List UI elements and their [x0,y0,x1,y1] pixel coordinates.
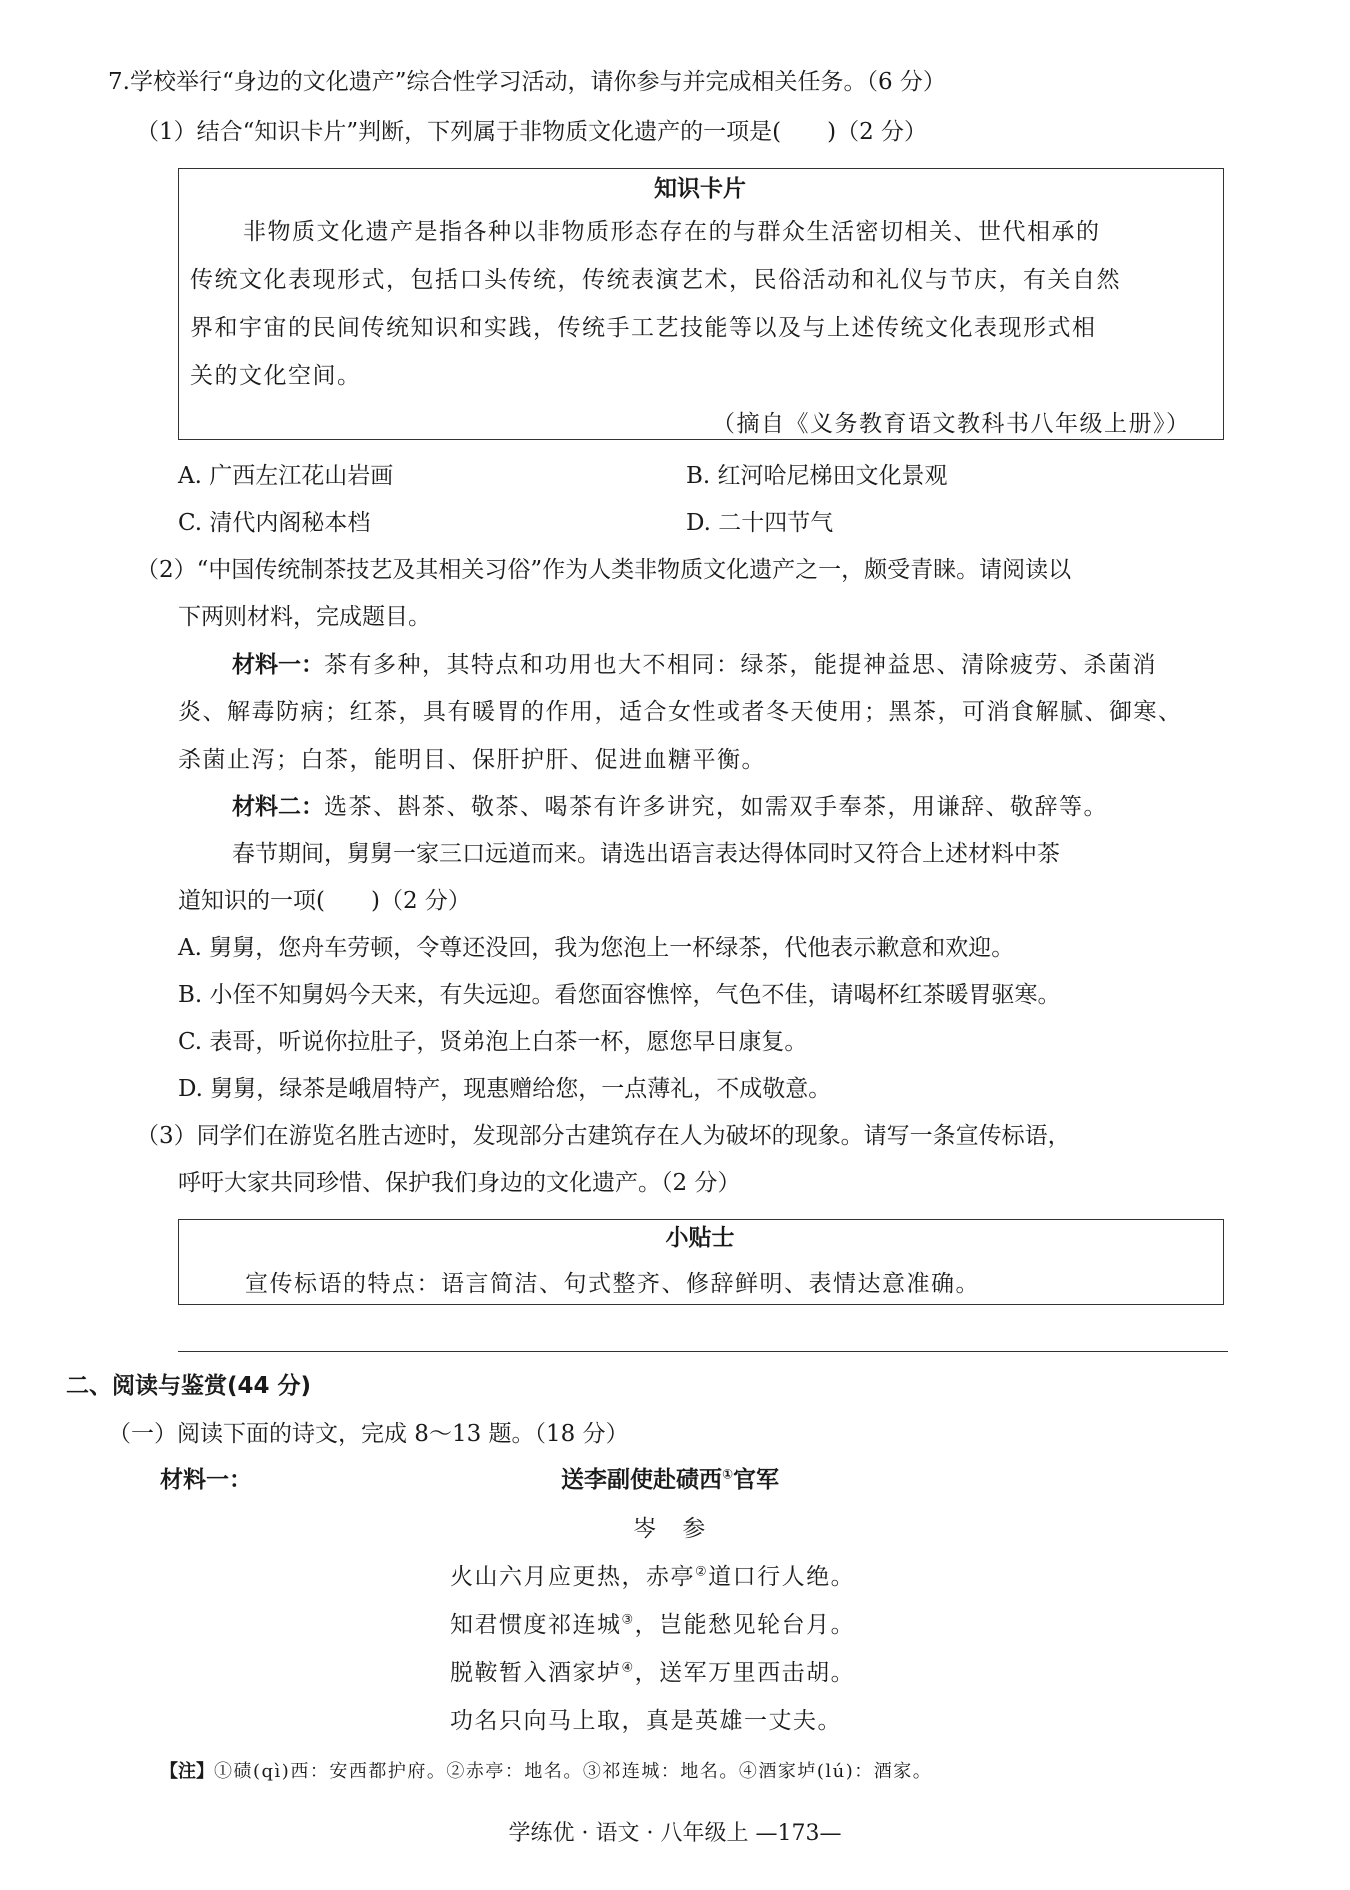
section-divider [178,1351,1228,1352]
material1-line3: 杀菌止泻；白茶，能明目、保肝护肝、促进血糖平衡。 [178,747,766,773]
section2-part1: （一）阅读下面的诗文，完成 8～13 题。（18 分） [108,1421,629,1447]
poem-line-3: 脱鞍暂入酒家垆④，送军万里西击胡。 [450,1660,856,1686]
q7-2-option-c: C. 表哥，听说你拉肚子，贤弟泡上白茶一杯，愿您早日康复。 [178,1029,808,1055]
q7-1-stem: （1）结合“知识卡片”判断，下列属于非物质文化遗产的一项是( )（2 分） [136,119,928,145]
section2-title: 二、阅读与鉴赏(44 分) [66,1373,312,1399]
q7-1-option-a: A. 广西左江花山岩画 [178,463,394,489]
poem-line-2: 知君惯度祁连城③，岂能愁见轮台月。 [450,1612,856,1638]
material-label: 材料一： [160,1467,252,1493]
material1-label: 材料一： [232,652,324,678]
q7-2-option-d: D. 舅舅，绿茶是峨眉特产，现惠赠给您，一点薄礼，不成敬意。 [178,1076,832,1102]
card-line-2: 传统文化表现形式，包括口头传统，传统表演艺术，民俗活动和礼仪与节庆，有关自然 [190,267,1121,293]
page-footer: 学练优 · 语文 · 八年级上 —173— [508,1821,842,1846]
card-line-4: 关的文化空间。 [190,363,362,389]
material1-line1: 材料一：茶有多种，其特点和功用也大不相同：绿茶，能提神益思、清除疲劳、杀菌消 [232,652,1157,678]
card-line-1: 非物质文化遗产是指各种以非物质形态存在的与群众生活密切相关、世代相承的 [243,219,1101,245]
q7-3-stem-line1: （3）同学们在游览名胜古迹时，发现部分古建筑存在人为破坏的现象。请写一条宣传标语， [136,1123,1071,1149]
tips-text: 宣传标语的特点：语言简洁、句式整齐、修辞鲜明、表情达意准确。 [245,1271,980,1297]
q7-2-stem-line1: （2）“中国传统制茶技艺及其相关习俗”作为人类非物质文化遗产之一，颇受青睐。请阅读以 [136,557,1072,583]
q7-1-option-d: D. 二十四节气 [686,510,834,536]
material2-label: 材料二： [232,794,324,820]
knowledge-card [178,168,1224,440]
q7-2-option-a: A. 舅舅，您舟车劳顿，令尊还没回，我为您泡上一杯绿茶，代他表示歉意和欢迎。 [178,935,1015,961]
poem-line-4: 功名只向马上取，真是英雄一丈夫。 [450,1708,842,1734]
tips-title: 小贴士 [665,1225,735,1251]
poem-author: 岑 参 [633,1516,707,1542]
q7-1-option-b: B. 红河哈尼梯田文化景观 [686,463,948,489]
q7-3-stem-line2: 呼吁大家共同珍惜、保护我们身边的文化遗产。（2 分） [178,1170,741,1196]
q7-1-option-c: C. 清代内阁秘本档 [178,510,371,536]
q7-2-option-b: B. 小侄不知舅妈今天来，有失远迎。看您面容憔悴，气色不佳，请喝杯红茶暖胃驱寒。 [178,982,1061,1008]
material1-line2: 炎、解毒防病；红茶，具有暖胃的作用，适合女性或者冬天使用；黑茶，可消食解腻、御寒、 [178,699,1183,725]
q7-stem: 7.学校举行“身边的文化遗产”综合性学习活动，请你参与并完成相关任务。（6 分） [108,69,946,95]
q7-2-question-line1: 春节期间，舅舅一家三口远道而来。请选出语言表达得体同时又符合上述材料中茶 [232,841,1060,867]
card-line-3: 界和宇宙的民间传统知识和实践，传统手工艺技能等以及与上述传统文化表现形式相 [190,315,1097,341]
material2-line1: 材料二：选茶、斟茶、敬茶、喝茶有许多讲究，如需双手奉茶，用谦辞、敬辞等。 [232,794,1108,820]
poem-line-1: 火山六月应更热，赤亭②道口行人绝。 [450,1564,856,1590]
knowledge-card-title: 知识卡片 [654,176,746,202]
card-source: （摘自《义务教育语文教科书八年级上册》） [712,411,1191,437]
q7-2-question-line2: 道知识的一项( )（2 分） [178,888,471,914]
poem-title: 送李副使赴碛西①官军 [560,1467,779,1493]
footnote: 【注】①碛(qì)西：安西都护府。②赤亭：地名。③祁连城：地名。④酒家垆(lú)：酒家。 [160,1761,933,1782]
q7-2-stem-line2: 下两则材料，完成题目。 [178,604,431,630]
